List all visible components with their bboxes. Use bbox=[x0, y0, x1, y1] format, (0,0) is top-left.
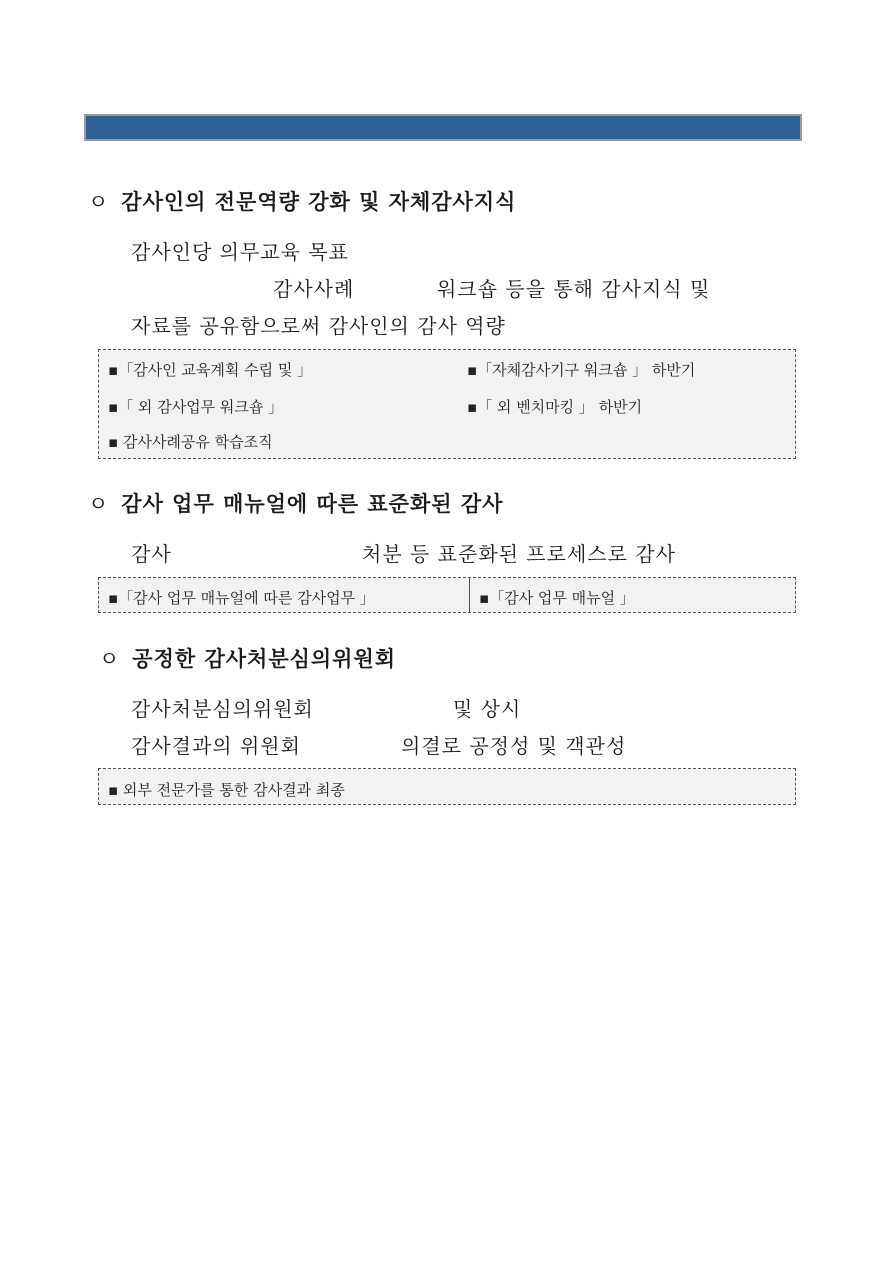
section2-line-1a: 감사 bbox=[131, 542, 172, 566]
section3-line-1a: 감사처분심의위원회 bbox=[131, 697, 314, 721]
section1-line-1: 감사인당 의무교육 목표 bbox=[131, 240, 349, 264]
section1-heading-text: 감사인의 전문역량 강화 및 자체감사지식 bbox=[121, 189, 517, 214]
section1-box-item: ▪「자체감사기구 워크숍 」 하반기 bbox=[467, 361, 696, 379]
section3-line-2b: 의결로 공정성 및 객관성 bbox=[401, 734, 627, 758]
section1-box-item: ▪ 감사사례공유 학습조직 bbox=[108, 433, 273, 451]
section1-heading bbox=[88, 186, 516, 216]
section3-box-item: ▪ 외부 전문가를 통한 감사결과 최종 bbox=[108, 781, 345, 799]
section1-bullet: ㅇ bbox=[88, 190, 110, 214]
section2-heading-text: 감사 업무 매뉴얼에 따른 표준화된 감사 bbox=[121, 491, 504, 516]
section3-heading-text: 공정한 감사처분심의위원회 bbox=[132, 646, 397, 671]
section1-box-item: ▪「 외 벤치마킹 」 하반기 bbox=[467, 398, 643, 416]
title-bar bbox=[84, 114, 802, 141]
section2-bullet: ㅇ bbox=[88, 492, 110, 516]
section1-line-2a: 감사사례 bbox=[273, 277, 355, 301]
section3-box bbox=[98, 768, 796, 805]
section3-line-1b: 및 상시 bbox=[453, 697, 522, 721]
section3-bullet: ㅇ bbox=[99, 647, 121, 671]
section1-box bbox=[98, 349, 796, 459]
section2-box bbox=[98, 577, 796, 613]
section1-line-2b: 워크숍 등을 통해 감사지식 및 bbox=[437, 277, 711, 301]
section3-line-2a: 감사결과의 위원회 bbox=[131, 734, 301, 758]
section1-box-item: ▪「감사인 교육계획 수립 및 」 bbox=[108, 361, 313, 379]
section1-line-3: 자료를 공유함으로써 감사인의 감사 역량 bbox=[131, 314, 506, 338]
section1-box-item: ▪「 외 감사업무 워크숍 」 bbox=[108, 398, 284, 416]
section3-heading bbox=[99, 643, 396, 673]
section2-box-item-right: ▪「감사 업무 매뉴얼 」 bbox=[479, 589, 635, 607]
section2-box-item-left: ▪「감사 업무 매뉴얼에 따른 감사업무 」 bbox=[108, 589, 375, 607]
section2-heading bbox=[88, 488, 503, 518]
section2-box-divider bbox=[469, 578, 470, 612]
section2-line-1b: 처분 등 표준화된 프로세스로 감사 bbox=[362, 542, 676, 566]
